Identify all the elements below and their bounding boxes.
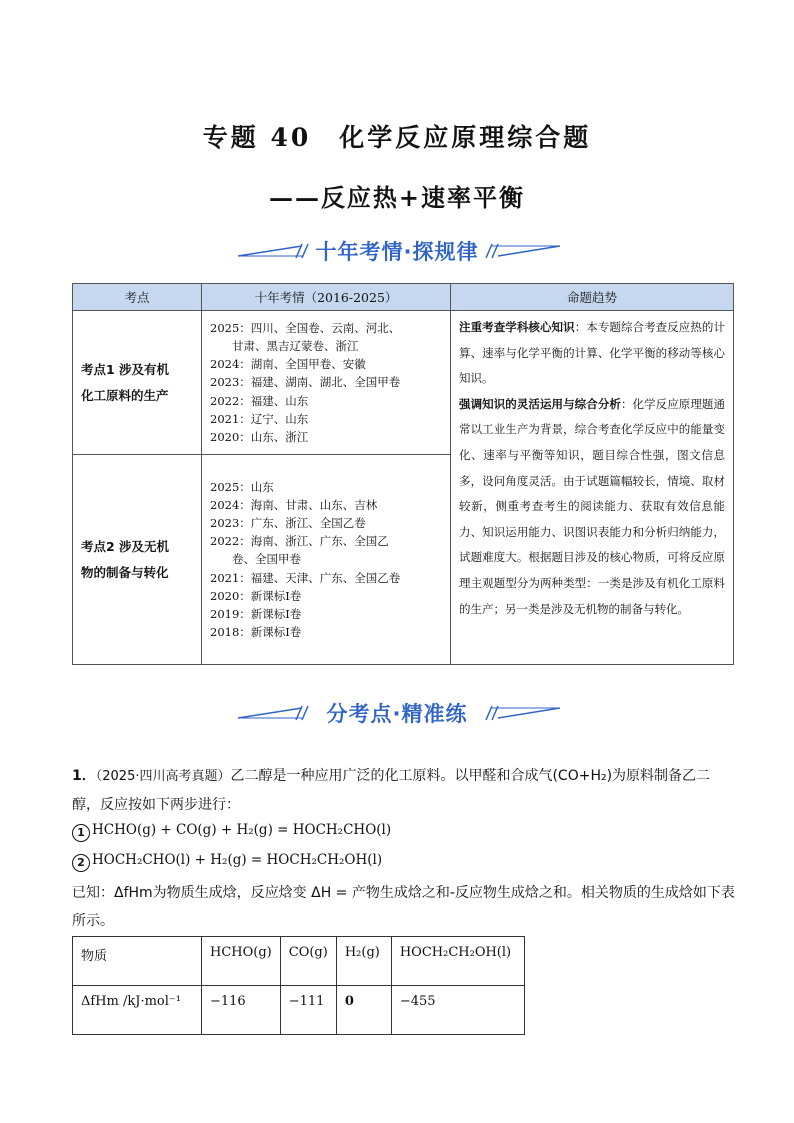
table-cell: HOCH₂CH₂OH(l) (391, 937, 524, 986)
point-cell: 考点2 涉及无机 物的制备与转化 (73, 455, 202, 665)
table-cell: HCHO(g) (202, 937, 281, 986)
known-line: 已知：ΔfHm为物质生成焓，反应焓变 ΔH = 产物生成焓之和-反应物生成焓之和。相关物质的生成焓如下表 (72, 885, 735, 901)
years-cell: 2025：山东 2024：海南、甘肃、山东、吉林 2023：广东、浙江、全国乙卷 2022：海南、浙江、广东、全国乙 卷、全国甲卷 2021：福建、天津、广东、全国乙卷 2020：新课标Ⅰ卷 2019：新课标Ⅰ卷 2018：新课标Ⅰ卷 (202, 455, 451, 665)
table-cell: CO(g) (280, 937, 336, 986)
table-cell: −116 (202, 986, 281, 1035)
table-cell: 0 (336, 986, 391, 1035)
table-header-row (73, 284, 734, 311)
circled-number-icon: 2 (72, 854, 90, 872)
section-banner-trends (230, 234, 564, 268)
question-line (72, 765, 710, 785)
page-title: 专题 40 化学反应原理综合题 (202, 123, 592, 152)
table-row (73, 986, 525, 1035)
page-subtitle: ——反应热+速率平衡 (268, 183, 526, 212)
point-cell: 考点1 涉及有机 化工原料的生产 (73, 311, 202, 455)
trend-cell: 注重考查学科核心知识：本专题综合考查反应热的计算、速率与化学平衡的计算、化学平衡的移动等核心知识。 强调知识的灵活运用与综合分析：化学反应原理题通常以工业生产为背景，综合考查化学反应中的能量变化、速率与平衡等知识，题目综合性强，图文信息多，设问角度灵活。由于试题篇幅较长，情境、取材较新，侧重考查考生的阅读能力、获取有效信息能力、知识运用能力、识图识表能力和分析归纳能力，试题难度大。根据题目涉及的核心物质，可将反应原理主观题型分为两种类型：一类是涉及有机化工原料的生产；另一类是涉及无机物的制备与转化。 (451, 311, 734, 665)
section-banner-practice (230, 696, 564, 730)
table-cell: −111 (280, 986, 336, 1035)
question-number: 1． (72, 768, 96, 784)
column-header: 十年考情（2016-2025） (202, 284, 451, 311)
known-line2: 所示。 (72, 913, 114, 929)
question-text-line2: 醇，反应按如下两步进行： (72, 797, 240, 813)
table-cell: −455 (391, 986, 524, 1035)
table-cell: 物质 (73, 937, 202, 986)
table-row (73, 311, 734, 455)
question-text: 乙二醇是一种应用广泛的化工原料。以甲醛和合成气(CO+H₂)为原料制备乙二 (230, 768, 711, 784)
banner-label: 十年考情·探规律 (315, 240, 479, 264)
table-row (73, 937, 525, 986)
column-header: 考点 (73, 284, 202, 311)
equation-2: 2 HOCH₂CHO(l) + H₂(g) = HOCH₂CH₂OH(l) (72, 852, 382, 872)
column-header: 命题趋势 (451, 284, 734, 311)
table-cell: H₂(g) (336, 937, 391, 986)
exam-table (72, 283, 734, 665)
circled-number-icon: 1 (72, 824, 90, 842)
banner-label: 分考点·精准练 (326, 702, 468, 726)
table-cell: ΔfHm /kJ·mol⁻¹ (73, 986, 202, 1035)
years-cell: 2025：四川、全国卷、云南、河北、 甘肃、黑吉辽蒙卷、浙江 2024：湖南、全国甲卷、安徽 2023：福建、湖南、湖北、全国甲卷 2022：福建、山东 2021：辽宁、山东 2020：山东、浙江 (202, 311, 451, 455)
equation-1: 1 HCHO(g) + CO(g) + H₂(g) = HOCH₂CHO(l) (72, 822, 391, 842)
question-source: （2025·四川高考真题） (95, 769, 231, 784)
enthalpy-table (72, 936, 525, 1035)
